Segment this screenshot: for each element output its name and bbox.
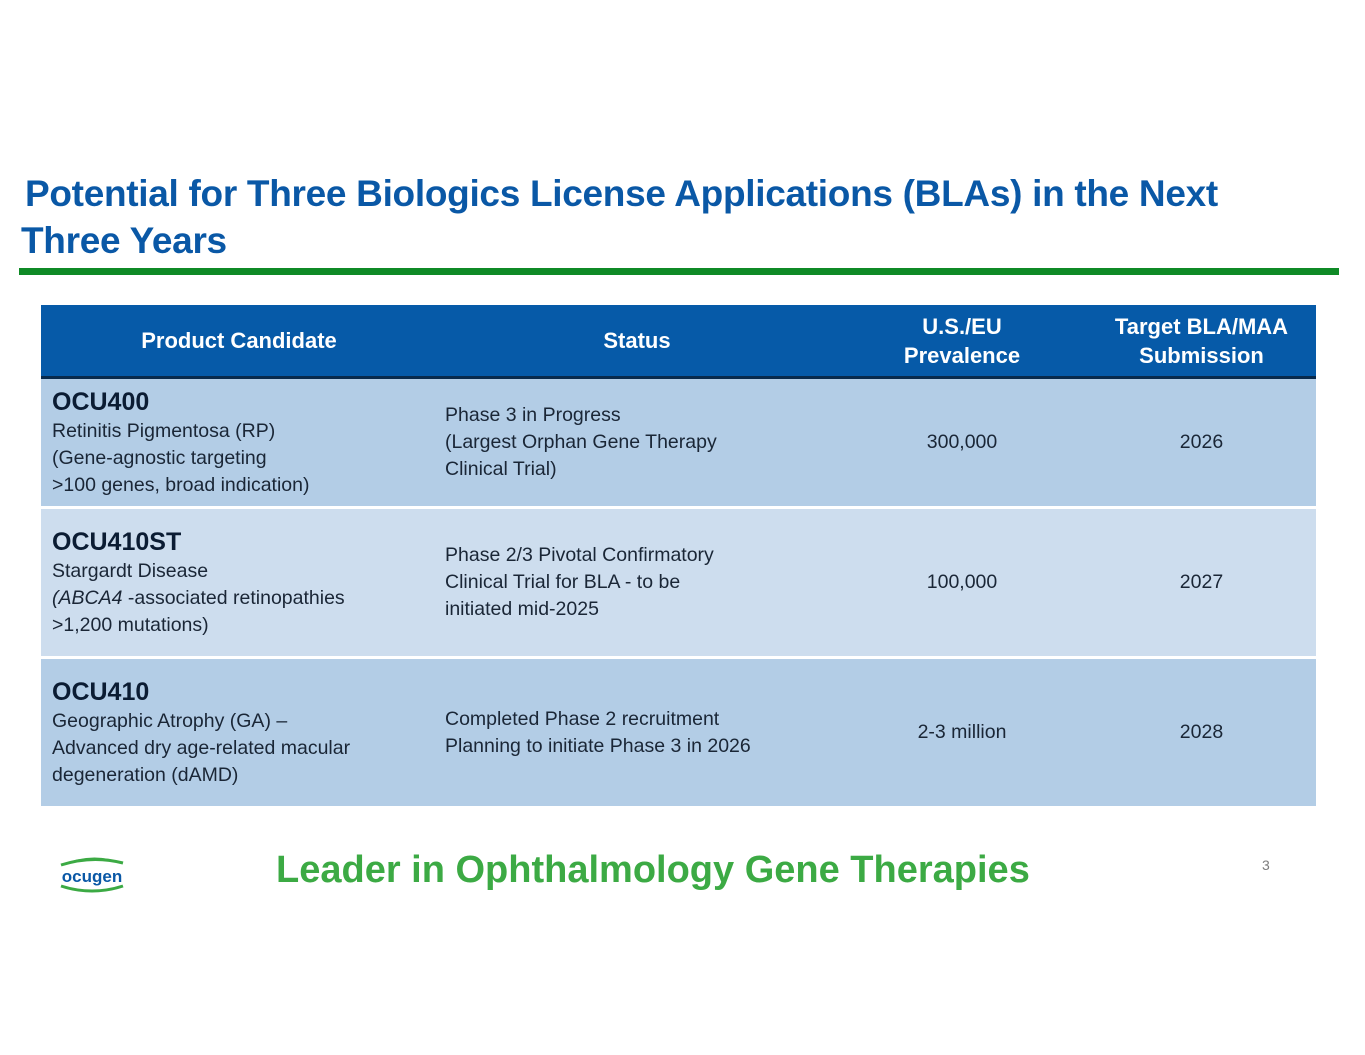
ocugen-logo [55, 853, 129, 895]
status-cell: Phase 3 in Progress (Largest Orphan Gene Therapy Clinical Trial) [437, 378, 837, 508]
footer-tagline: Leader in Ophthalmology Gene Therapies [276, 849, 1030, 891]
product-description: (Gene-agnostic targeting [52, 446, 267, 469]
prevalence-cell: 100,000 [837, 508, 1087, 658]
product-description: degeneration (dAMD) [52, 763, 239, 786]
header-status: Status [437, 305, 837, 378]
table-row [41, 378, 1316, 508]
table-header-row [41, 305, 1316, 378]
prevalence-cell: 300,000 [837, 378, 1087, 508]
target-submission-cell: 2027 [1087, 508, 1316, 658]
product-name: OCU400 [52, 387, 150, 416]
table-row [41, 508, 1316, 658]
product-name: OCU410ST [52, 527, 182, 556]
slide-title [21, 170, 1321, 264]
product-cell [41, 378, 437, 508]
header-product-candidate: Product Candidate [41, 305, 437, 378]
target-submission-cell: 2026 [1087, 378, 1316, 508]
product-description: Stargardt Disease [52, 559, 209, 582]
product-description: Advanced dry age-related macular [52, 736, 351, 759]
product-name: OCU410 [52, 677, 150, 706]
status-cell: Completed Phase 2 recruitment Planning to initiate Phase 3 in 2026 [437, 658, 837, 807]
product-description: >1,200 mutations) [52, 613, 209, 636]
product-cell [41, 658, 437, 807]
header-target-submission: Target BLA/MAA Submission [1087, 305, 1316, 378]
pipeline-table [41, 305, 1316, 806]
target-submission-cell: 2028 [1087, 658, 1316, 807]
gene-name: (ABCA4 [52, 586, 123, 609]
status-cell: Phase 2/3 Pivotal Confirmatory Clinical Trial for BLA - to be initiated mid-2025 [437, 508, 837, 658]
product-description: Geographic Atrophy (GA) – [52, 709, 288, 732]
product-description: >100 genes, broad indication) [52, 473, 310, 496]
title-divider [19, 268, 1339, 275]
prevalence-cell: 2-3 million [837, 658, 1087, 807]
page-number: 3 [1262, 857, 1270, 873]
slide-title-line-2: Three Years [21, 220, 227, 261]
product-cell [41, 508, 437, 658]
svg-text:ocugen: ocugen [61, 867, 123, 886]
slide-title-line-1: Potential for Three Biologics License Applications (BLAs) in the Next [25, 173, 1218, 214]
table-row [41, 658, 1316, 807]
header-prevalence: U.S./EU Prevalence [837, 305, 1087, 378]
product-description: Retinitis Pigmentosa (RP) [52, 419, 276, 442]
product-description: (ABCA4 -associated retinopathies [52, 586, 345, 609]
